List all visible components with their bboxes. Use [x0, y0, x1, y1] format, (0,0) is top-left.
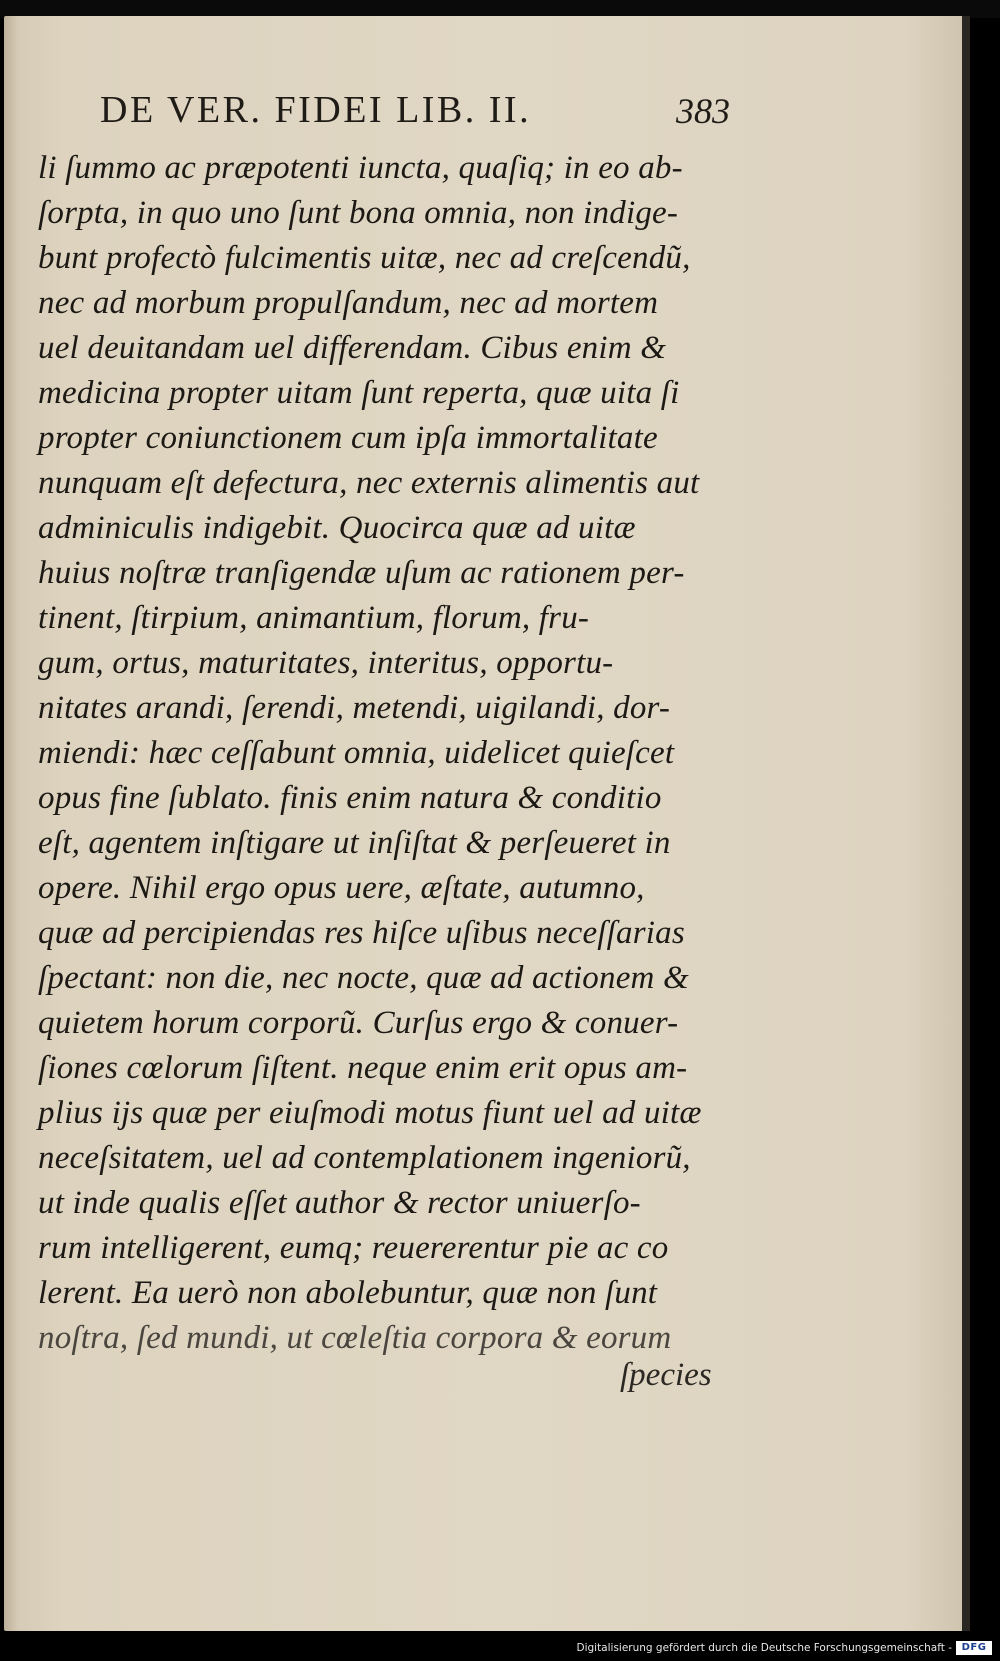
text-line: eſt, agentem inſtigare ut inſiſtat & perſeueret in: [38, 825, 671, 861]
text-line: huius noſtræ tranſigendæ uſum ac rationem per-: [38, 555, 685, 591]
digitization-footer: [0, 1638, 1000, 1661]
text-line: nunquam eſt defectura, nec externis alimentis aut: [38, 465, 700, 501]
text-line: bunt profectò fulcimentis uitæ, nec ad creſcendũ,: [38, 240, 691, 276]
text-line: quæ ad percipiendas res hiſce uſibus neceſſarias: [38, 915, 685, 951]
page-header: [100, 88, 730, 138]
text-line: ſorpta, in quo uno ſunt bona omnia, non indige-: [38, 195, 679, 231]
running-title: DE VER. FIDEI LIB. II.: [100, 89, 532, 131]
text-line: ut inde qualis eſſet author & rector uniuerſo-: [38, 1185, 641, 1221]
text-line: lerent. Ea uerò non abolebuntur, quæ non ſunt: [38, 1275, 658, 1311]
text-line: ſpectant: non die, nec nocte, quæ ad actionem &: [38, 960, 689, 996]
text-line: noſtra, ſed mundi, ut cœleſtia corpora & eorum: [38, 1320, 672, 1356]
catchword: ſpecies: [620, 1357, 712, 1393]
text-line: adminiculis indigebit. Quocirca quæ ad uitæ: [38, 510, 636, 546]
text-line: opere. Nihil ergo opus uere, æſtate, autumno,: [38, 870, 645, 906]
dfg-logo: DFG: [956, 1641, 992, 1655]
text-line: uel deuitandam uel differendam. Cibus enim &: [38, 330, 667, 366]
text-line: plius ijs quæ per eiuſmodi motus fiunt uel ad uitæ: [38, 1095, 702, 1131]
text-line: rum intelligerent, eumq; reuererentur pie ac co: [38, 1230, 669, 1266]
page-number: 383: [676, 91, 730, 131]
text-line: medicina propter uitam ſunt reperta, quæ uita ſi: [38, 375, 680, 411]
text-line: neceſsitatem, uel ad contemplationem ingeniorũ,: [38, 1140, 691, 1176]
text-line: ſiones cœlorum ſiſtent. neque enim erit opus am-: [38, 1050, 688, 1086]
text-line: miendi: hæc ceſſabunt omnia, uidelicet quieſcet: [38, 735, 675, 771]
text-line: tinent, ſtirpium, animantium, florum, fru-: [38, 600, 590, 636]
text-line: quietem horum corporũ. Curſus ergo & conuer-: [38, 1005, 679, 1041]
text-line: li ſummo ac præpotenti iuncta, quaſiq; in eo ab-: [38, 150, 683, 186]
text-line: nec ad morbum propulſandum, nec ad mortem: [38, 285, 659, 321]
page-edge-shadow: [962, 16, 970, 1631]
text-line: nitates arandi, ſerendi, metendi, uigilandi, dor-: [38, 690, 671, 726]
text-line: opus fine ſublato. finis enim natura & conditio: [38, 780, 662, 816]
body-text: [38, 146, 738, 1361]
text-line: gum, ortus, maturitates, interitus, opportu-: [38, 645, 614, 681]
text-line: propter coniunctionem cum ipſa immortalitate: [38, 420, 658, 456]
funding-credit: Digitalisierung gefördert durch die Deutsche Forschungsgemeinschaft -: [576, 1642, 952, 1654]
